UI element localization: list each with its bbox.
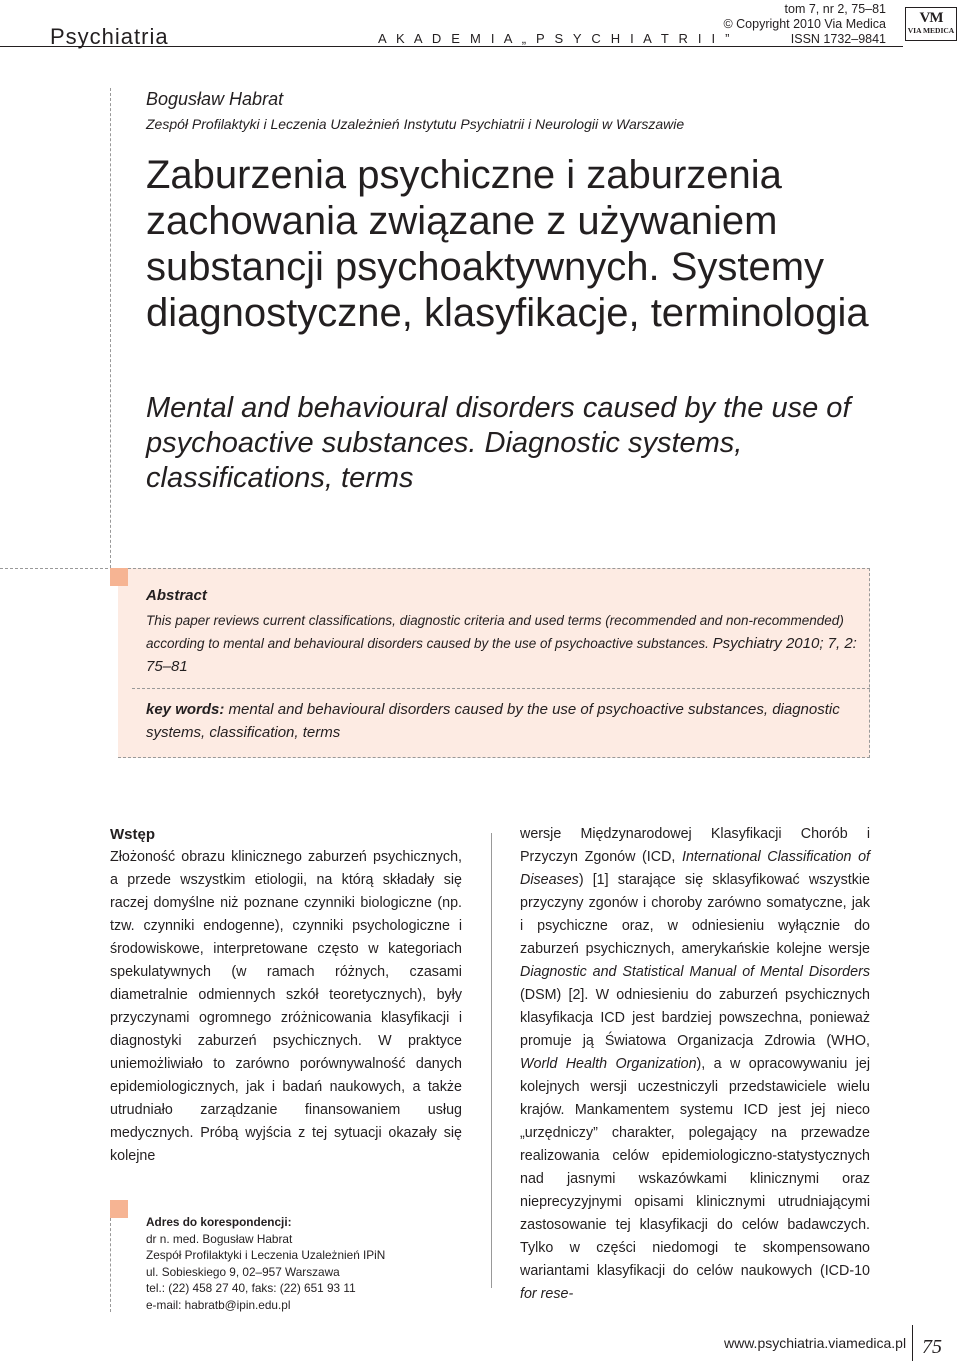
body-column-left	[110, 823, 462, 1168]
dashed-correspondence-line	[110, 1218, 111, 1312]
dashed-horizontal-line	[0, 568, 118, 569]
body-paragraph-left: Złożoność obrazu klinicznego zaburzeń psychicznych, a przede wszystkim etiologii, na którą składały się raczej domyślne niż poznane czynniki biologiczne (np. tzw. czynniki endogenne), czynniki psychologiczne i środowiskowe, interpretowane często w kategoriach spekulatywnych (w ramach różnych, czasami diametralnie odmiennych szkół teoretycznych), były przyczynami ogromnego zróżnicowania klasyfikacji i diagnostyki zaburzeń psychicznych. W praktyce uniemożliwiało to zarówno porównywalność danych epidemiologicznych, jak i badań naukowych, a także utrudniało zarządzanie finansowaniem usług medycznych. Próbą wyjścia z tej sytuacji okazały się kolejne	[110, 849, 462, 1164]
keywords-label: key words:	[146, 701, 225, 718]
abstract-heading: Abstract	[146, 587, 207, 604]
text-run: ) [1] starające się sklasyfikować wszystkie przyczyny zgonów i choroby zarówno somatyczne, jak i psychiczne oraz, w odniesieniu wyłącznie do zaburzeń psychicznych, amerykańskie kolejne wersje	[520, 872, 870, 957]
abstract-text	[146, 609, 858, 678]
header-rule	[0, 46, 903, 47]
text-run-italic: World Health Organization	[520, 1056, 697, 1072]
column-divider	[491, 833, 492, 1288]
footer-divider	[912, 1325, 913, 1361]
text-run: wersje Międzynarodowej Klasyfikacji Chorób i Przyczyn Zgonów (ICD,	[520, 826, 870, 865]
correspondence-org: Zespół Profilaktyki i Leczenia Uzależnień IPiN	[146, 1248, 386, 1263]
journal-subtitle: A K A D E M I A „ P S Y C H I A T R I I ”	[378, 31, 733, 46]
volume-info: tom 7, nr 2, 75–81	[784, 2, 886, 16]
correspondence-phone: tel.: (22) 458 27 40, faks: (22) 651 93 11	[146, 1281, 356, 1296]
journal-name: Psychiatria	[50, 24, 169, 49]
abstract-citation: Psychiatry 2010; 7, 2: 75–81	[146, 635, 857, 675]
accent-square	[110, 1200, 128, 1218]
copyright: © Copyright 2010 Via Medica	[723, 17, 886, 31]
footer-url-link[interactable]: www.psychiatria.viamedica.pl	[724, 1335, 907, 1351]
keywords-list: mental and behavioural disorders caused by the use of psychoactive substances, diagnostic systems, classification, terms	[146, 701, 840, 741]
correspondence-title: Adres do korespondencji:	[146, 1215, 292, 1229]
author-affiliation: Zespół Profilaktyki i Leczenia Uzależnień Instytutu Psychiatrii i Neurologii w Warszawie	[146, 116, 685, 132]
correspondence-name: dr n. med. Bogusław Habrat	[146, 1231, 293, 1246]
abstract-body: This paper reviews current classifications, diagnostic criteria and used terms (recommended and non-recommended) according to mental and behavioural disorders caused by the use of psychoactive substances.	[146, 613, 844, 651]
correspondence-street: ul. Sobieskiego 9, 02–957 Warszawa	[146, 1264, 340, 1279]
article-title-polish: Zaburzenia psychiczne i zaburzenia zachowania związane z używaniem substancji psychoaktywnych. Systemy diagnostyczne, klasyfikacje, terminologia	[146, 153, 869, 335]
accent-square	[110, 568, 128, 586]
article-title-english: Mental and behavioural disorders caused by the use of psychoactive substances. Diagnostic systems, classifications, terms	[146, 392, 851, 494]
via-medica-logo	[905, 7, 957, 41]
vm-logo-mark: VM	[919, 10, 943, 26]
abstract-separator	[132, 688, 870, 689]
body-paragraph-right	[520, 823, 870, 1306]
section-heading: Wstęp	[110, 826, 155, 843]
keywords	[146, 698, 858, 744]
text-run-italic: Diagnostic and Statistical Manual of Mental Disorders	[520, 964, 870, 980]
correspondence-address	[146, 1214, 476, 1314]
vm-logo-text: VIA MEDICA	[907, 26, 955, 35]
body-column-right	[520, 823, 870, 1306]
page-number: 75	[922, 1336, 942, 1358]
issn: ISSN 1732–9841	[790, 32, 886, 46]
issue-info	[723, 2, 886, 47]
correspondence-email[interactable]: e-mail: habratb@ipin.edu.pl	[146, 1297, 291, 1312]
text-run-italic: for rese-	[520, 1286, 574, 1302]
author-name: Bogusław Habrat	[146, 89, 284, 109]
dashed-margin-line	[110, 88, 111, 568]
text-run: ), a w opracowywaniu jej kolejnych wersji uczestniczyli przedstawiciele wielu krajów. Mankamentem systemu ICD jest jej nieco „urzędniczy” charakter, polegający na przewadze realizowania celów epidemiologiczno-statystycznych nad jasnymi wskazówkami klinicznymi oraz nieprecyzyjnymi opisami klinicznymi utrudniającymi zastosowanie tej klasyfikacji do celów badawczych. Tylko w części niedomogi te skompensowano wariantami klasyfikacji do celów naukowych (ICD-10	[520, 1056, 870, 1279]
text-run: (DSM) [2]. W odniesieniu do zaburzeń psychicznych klasyfikacja ICD jest bardziej powszechna, ponieważ promuje ją Światowa Organizacja Zdrowia (WHO,	[520, 987, 870, 1049]
text-run-italic: International Classification of Diseases	[520, 849, 871, 888]
